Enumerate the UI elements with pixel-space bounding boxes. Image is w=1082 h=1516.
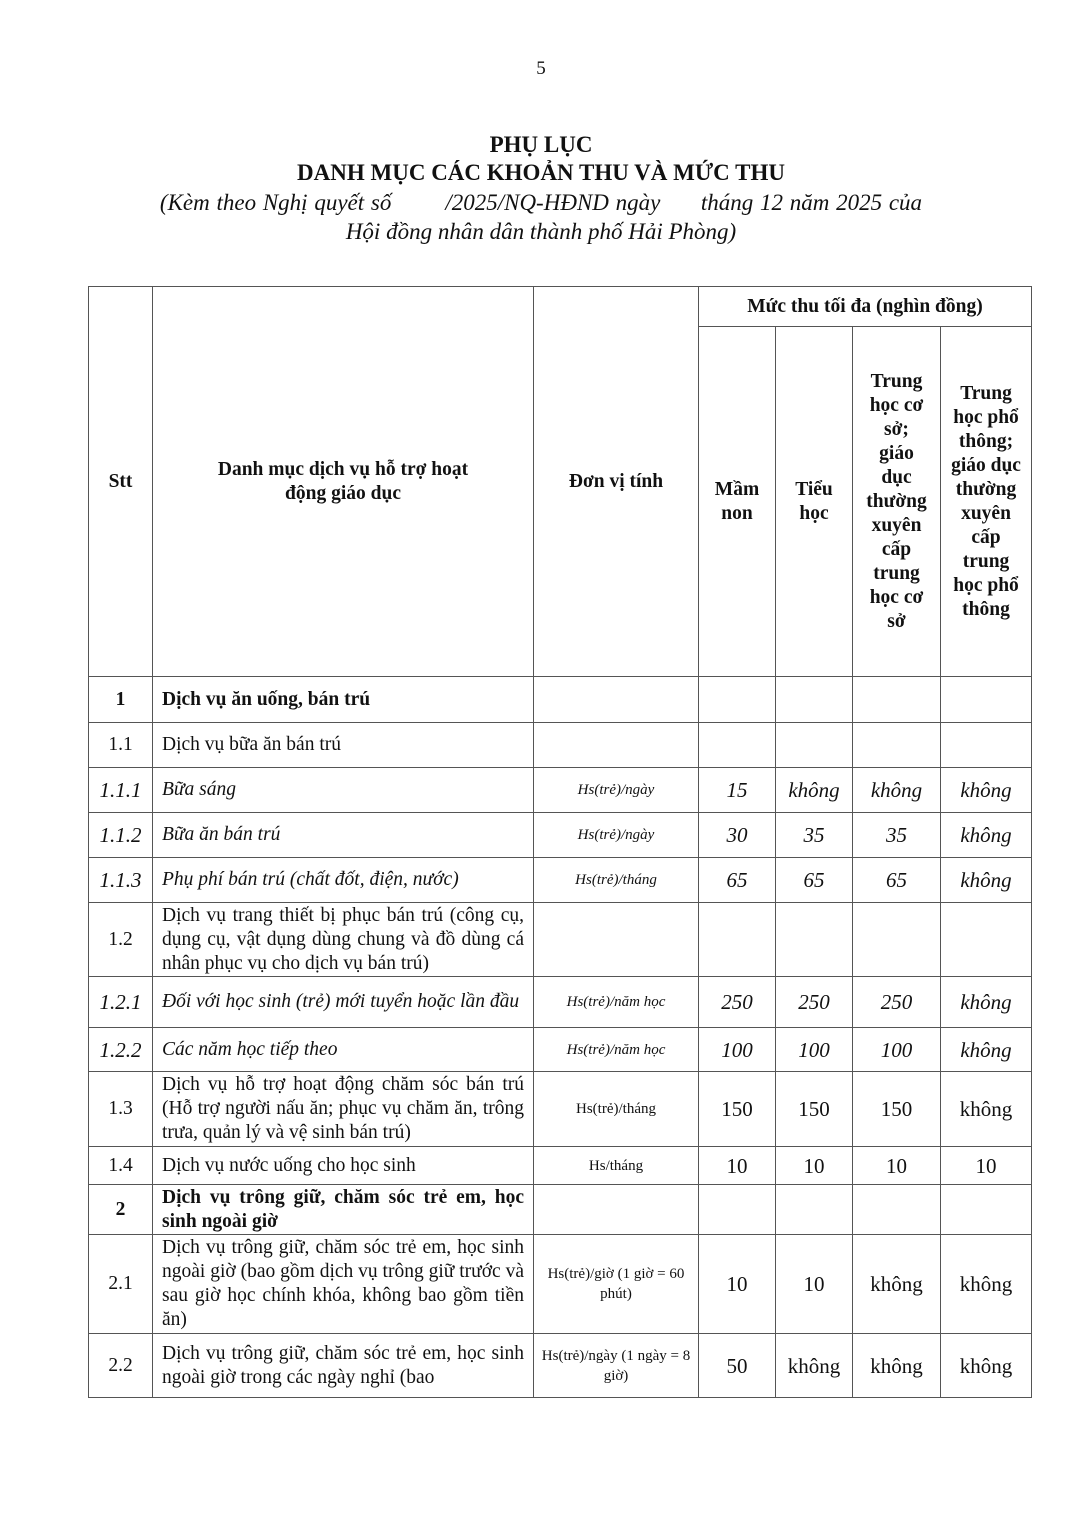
table-row	[89, 813, 1032, 858]
fee-thpt: 10	[941, 1147, 1032, 1185]
fee-thpt: không	[941, 768, 1032, 813]
fee-mam-non: 100	[699, 1028, 776, 1072]
row-unit	[534, 1185, 699, 1235]
fee-thcs: 250	[853, 977, 941, 1028]
fee-thpt: không	[941, 1334, 1032, 1398]
document-subtitle-2: Hội đồng nhân dân thành phố Hải Phòng)	[345, 219, 737, 244]
fee-tieu-hoc: 100	[776, 1028, 853, 1072]
table-row	[89, 723, 1032, 768]
row-service-name: Các năm học tiếp theo	[153, 1028, 534, 1072]
row-unit: Hs(trẻ)/tháng	[534, 858, 699, 903]
fee-mam-non	[699, 1185, 776, 1235]
fee-tieu-hoc	[776, 723, 853, 768]
fee-thpt	[941, 723, 1032, 768]
table-row	[89, 1235, 1032, 1334]
fee-tieu-hoc: 10	[776, 1147, 853, 1185]
fee-thpt: không	[941, 1072, 1032, 1147]
row-stt: 2	[89, 1185, 153, 1235]
row-stt: 1.2	[89, 903, 153, 977]
fee-mam-non: 250	[699, 977, 776, 1028]
fee-thpt	[941, 677, 1032, 723]
fee-thcs: không	[853, 768, 941, 813]
fee-tieu-hoc: không	[776, 768, 853, 813]
appendix-title: PHỤ LỤC	[489, 132, 593, 157]
row-stt: 1.1	[89, 723, 153, 768]
page-number: 5	[536, 58, 546, 79]
header-max-fee: Mức thu tối đa (nghìn đồng)	[699, 287, 1032, 327]
fee-thcs: 150	[853, 1072, 941, 1147]
fee-tieu-hoc	[776, 903, 853, 977]
row-unit: Hs(trẻ)/năm học	[534, 977, 699, 1028]
row-service-name: Dịch vụ bữa ăn bán trú	[153, 723, 534, 768]
fee-mam-non: 150	[699, 1072, 776, 1147]
header-category: Danh mục dịch vụ hỗ trợ hoạt động giáo dục	[153, 287, 534, 677]
row-service-name: Dịch vụ ăn uống, bán trú	[153, 677, 534, 723]
header-unit: Đơn vị tính	[534, 287, 699, 677]
row-unit	[534, 903, 699, 977]
fee-thcs: không	[853, 1235, 941, 1334]
table-row	[89, 858, 1032, 903]
header-stt: Stt	[89, 287, 153, 677]
row-stt: 1.4	[89, 1147, 153, 1185]
fee-mam-non	[699, 677, 776, 723]
row-service-name: Dịch vụ trông giữ, chăm sóc trẻ em, học sinh ngoài giờ	[153, 1185, 534, 1235]
row-stt: 1	[89, 677, 153, 723]
table-row	[89, 1334, 1032, 1398]
fee-tieu-hoc	[776, 677, 853, 723]
fee-thpt	[941, 1185, 1032, 1235]
fee-thpt: không	[941, 858, 1032, 903]
row-unit: Hs(trẻ)/ngày	[534, 768, 699, 813]
fee-tieu-hoc: 250	[776, 977, 853, 1028]
fee-thcs	[853, 1185, 941, 1235]
table-row	[89, 977, 1032, 1028]
fee-mam-non	[699, 723, 776, 768]
row-stt: 1.3	[89, 1072, 153, 1147]
row-stt: 1.1.2	[89, 813, 153, 858]
row-service-name: Đối với học sinh (trẻ) mới tuyển hoặc lần đầu	[153, 977, 534, 1028]
table-row	[89, 768, 1032, 813]
table-row	[89, 1028, 1032, 1072]
fee-thcs	[853, 723, 941, 768]
fee-tieu-hoc: 150	[776, 1072, 853, 1147]
row-service-name: Phụ phí bán trú (chất đốt, điện, nước)	[153, 858, 534, 903]
fee-thpt	[941, 903, 1032, 977]
header-thpt: Trung học phổ thông; giáo dục thường xuyên cấp trung học phổ thông	[941, 327, 1032, 677]
row-stt: 2.2	[89, 1334, 153, 1398]
fee-mam-non: 15	[699, 768, 776, 813]
fee-thcs: 35	[853, 813, 941, 858]
row-unit: Hs(trẻ)/giờ (1 giờ = 60 phút)	[534, 1235, 699, 1334]
table-row	[89, 903, 1032, 977]
fee-thcs: 100	[853, 1028, 941, 1072]
fee-mam-non: 65	[699, 858, 776, 903]
fee-mam-non: 50	[699, 1334, 776, 1398]
fee-thcs: không	[853, 1334, 941, 1398]
fee-mam-non: 10	[699, 1147, 776, 1185]
document-title: DANH MỤC CÁC KHOẢN THU VÀ MỨC THU	[297, 160, 785, 185]
fee-thpt: không	[941, 1235, 1032, 1334]
fee-thpt: không	[941, 1028, 1032, 1072]
fee-tieu-hoc	[776, 1185, 853, 1235]
row-unit: Hs(trẻ)/năm học	[534, 1028, 699, 1072]
row-stt: 1.2.1	[89, 977, 153, 1028]
table-row	[89, 1072, 1032, 1147]
table-row	[89, 677, 1032, 723]
row-service-name: Dịch vụ nước uống cho học sinh	[153, 1147, 534, 1185]
row-unit	[534, 677, 699, 723]
fee-thpt: không	[941, 813, 1032, 858]
fee-thcs	[853, 903, 941, 977]
header-mam-non: Mầm non	[699, 327, 776, 677]
row-unit: Hs/tháng	[534, 1147, 699, 1185]
row-stt: 1.1.3	[89, 858, 153, 903]
fee-table	[88, 286, 1032, 1398]
table-body	[89, 677, 1032, 1398]
row-service-name: Dịch vụ hỗ trợ hoạt động chăm sóc bán trú (Hỗ trợ người nấu ăn; phục vụ chăm ăn, trông trưa, quản lý và vệ sinh bán trú)	[153, 1072, 534, 1147]
fee-tieu-hoc: 65	[776, 858, 853, 903]
row-unit: Hs(trẻ)/tháng	[534, 1072, 699, 1147]
fee-tieu-hoc: không	[776, 1334, 853, 1398]
table-row	[89, 1185, 1032, 1235]
row-service-name: Bữa ăn bán trú	[153, 813, 534, 858]
row-service-name: Dịch vụ trông giữ, chăm sóc trẻ em, học sinh ngoài giờ (bao gồm dịch vụ trông giữ trước và sau giờ học chính khóa, không bao gồm tiền ăn)	[153, 1235, 534, 1334]
row-unit	[534, 723, 699, 768]
row-service-name: Dịch vụ trang thiết bị phục bán trú (công cụ, dụng cụ, vật dụng dùng chung và đồ dùng cá nhân phục vụ cho dịch vụ bán trú)	[153, 903, 534, 977]
fee-mam-non: 30	[699, 813, 776, 858]
row-unit: Hs(trẻ)/ngày (1 ngày = 8 giờ)	[534, 1334, 699, 1398]
row-service-name: Dịch vụ trông giữ, chăm sóc trẻ em, học sinh ngoài giờ trong các ngày nghỉ (bao	[153, 1334, 534, 1398]
document-subtitle: (Kèm theo Nghị quyết số /2025/NQ-HĐND ngày tháng 12 năm 2025 của	[159, 190, 923, 215]
row-unit: Hs(trẻ)/ngày	[534, 813, 699, 858]
table-row	[89, 1147, 1032, 1185]
header-tieu-hoc: Tiểu học	[776, 327, 853, 677]
fee-tieu-hoc: 35	[776, 813, 853, 858]
fee-tieu-hoc: 10	[776, 1235, 853, 1334]
fee-thcs: 65	[853, 858, 941, 903]
fee-thpt: không	[941, 977, 1032, 1028]
row-stt: 1.2.2	[89, 1028, 153, 1072]
header-thcs: Trung học cơ sở; giáo dục thường xuyên cấp trung học cơ sở	[853, 327, 941, 677]
row-stt: 2.1	[89, 1235, 153, 1334]
fee-thcs: 10	[853, 1147, 941, 1185]
fee-mam-non: 10	[699, 1235, 776, 1334]
row-service-name: Bữa sáng	[153, 768, 534, 813]
row-stt: 1.1.1	[89, 768, 153, 813]
fee-mam-non	[699, 903, 776, 977]
fee-thcs	[853, 677, 941, 723]
